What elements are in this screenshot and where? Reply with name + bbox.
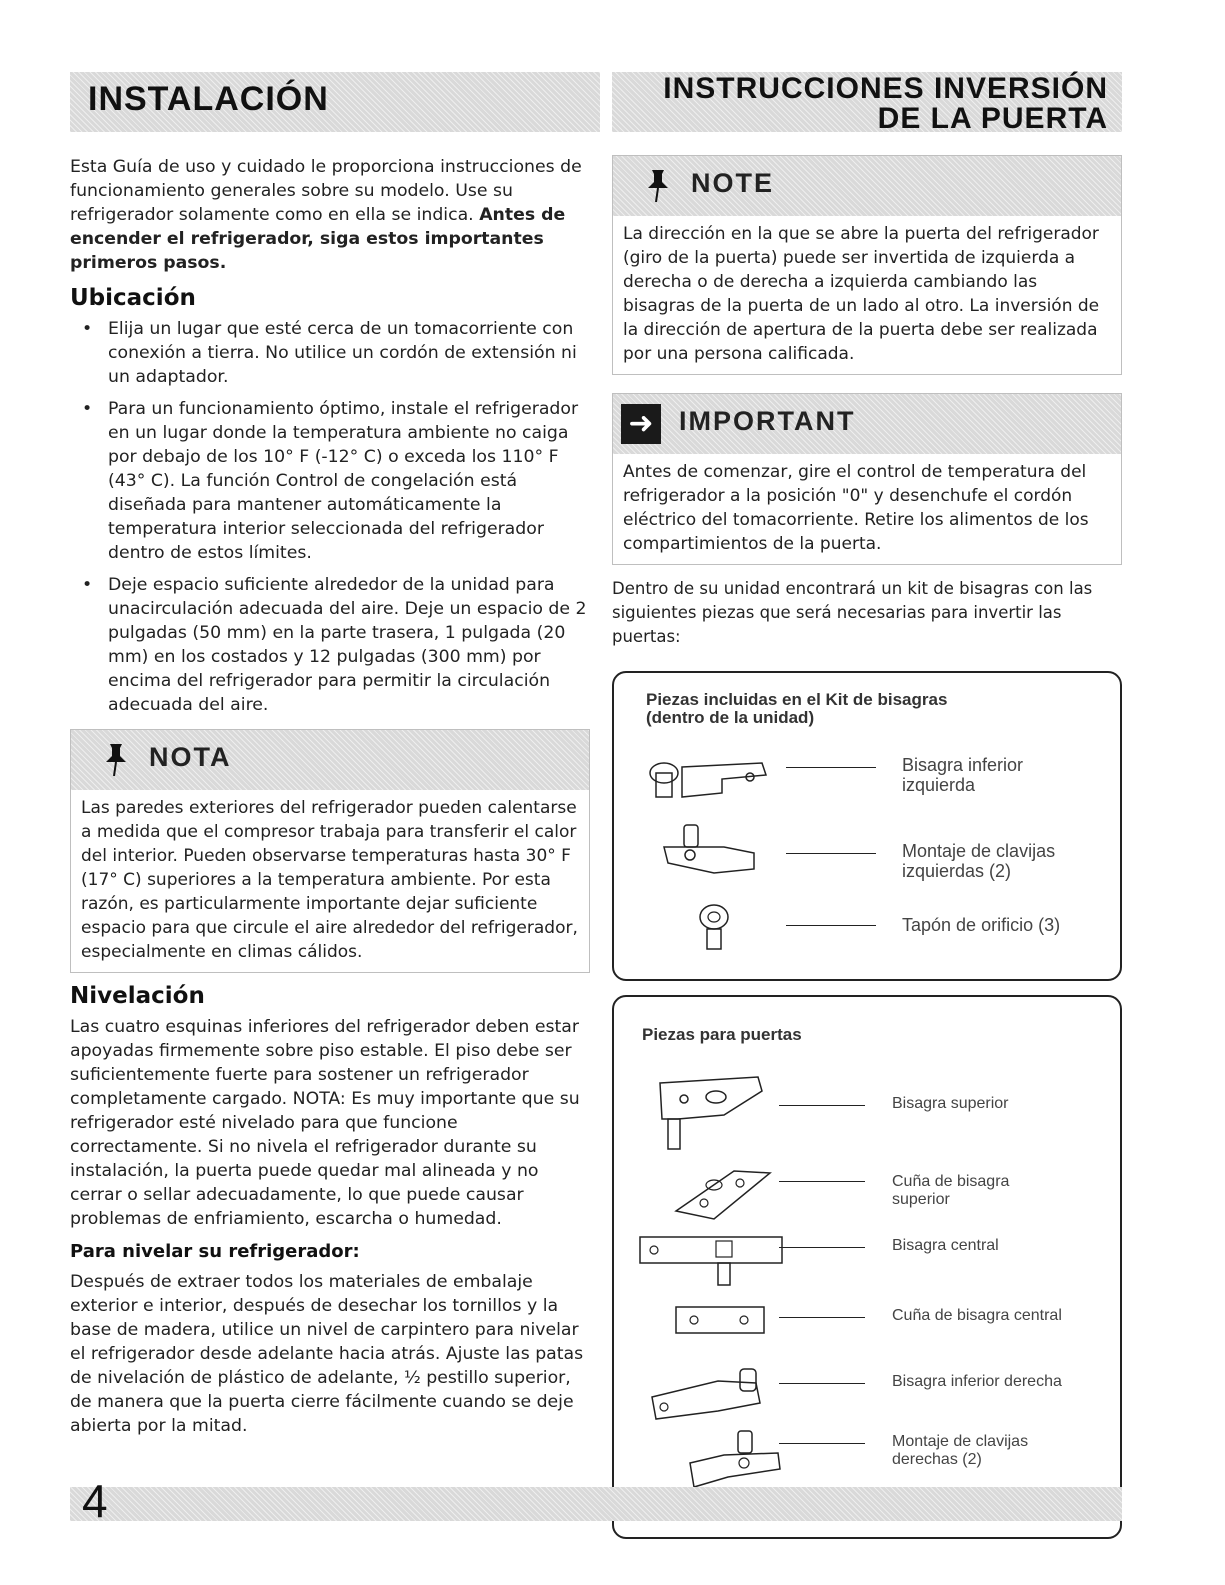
- center-hinge-shim-icon: [674, 1303, 766, 1339]
- list-item: • Para un funcionamiento óptimo, instale el refrigerador en un lugar donde la temperatura ambiente no caiga por debajo de los 10° F (-12° C) o exceda los 110° F (43° C). La función Control de congelación está diseñada para mantener automáticamente la temperatura interior seleccionada del refrigerador dentro de estos límites.: [70, 397, 590, 565]
- pin-mount-left-icon: [654, 823, 774, 883]
- kit-title: [646, 691, 947, 727]
- section-title-instalacion: INSTALACIÓN: [88, 80, 329, 118]
- list-item: [614, 1233, 1120, 1293]
- part-label-line-1: Bisagra central: [892, 1237, 999, 1254]
- part-label-line-1: Montaje de clavijas: [892, 1433, 1029, 1450]
- nivelar-paragraph: Después de extraer todos los materiales de embalaje exterior e interior, después de desechar los tornillos y la base de madera, utilice un nivel de carpintero para nivelar el refrigerador desde adelante hacia atrás. Ajuste las patas de nivelación de plástico de adelante, ½ pestillo superior, de manera que la puerta cierre fácilmente cuando se deje abierta por la mitad.: [70, 1272, 584, 1436]
- hinge-lower-left-icon: [642, 753, 772, 803]
- lower-right-hinge-icon: [648, 1367, 778, 1423]
- list-item: [614, 903, 1120, 963]
- part-label: [892, 1307, 1062, 1325]
- ubicacion-list: [70, 317, 590, 717]
- kit-parts-box: [612, 671, 1122, 981]
- leader-line: [779, 1105, 865, 1106]
- part-label-line-1: Montaje de clavijas: [902, 841, 1056, 861]
- upper-hinge-icon: [654, 1075, 774, 1155]
- part-label-line-2: derechas (2): [892, 1451, 982, 1468]
- note-callout: [612, 155, 1122, 375]
- part-label: [892, 1095, 1009, 1113]
- list-item: • Deje espacio suficiente alrededor de la unidad para unacirculación adecuada del aire. Deje un espacio de 2 pulgadas (50 mm) en la parte trasera, 1 pulgada (20 mm) en los costados y 12 pulgadas (300 mm) por encima del refrigerador para permitir la circulación adecuada del aire.: [70, 573, 590, 717]
- part-label-line-1: Bisagra superior: [892, 1095, 1009, 1112]
- part-label-line-2: izquierda: [902, 775, 976, 795]
- important-callout: [612, 393, 1122, 565]
- pushpin-icon: [643, 168, 673, 204]
- pushpin-icon: [101, 742, 131, 778]
- leader-line: [779, 1247, 865, 1248]
- leader-line: [779, 1317, 865, 1318]
- heading-nivelacion: Nivelación: [70, 983, 205, 1009]
- title-line-1: INSTRUCCIONES INVERSIÓN: [663, 72, 1108, 105]
- part-label-line-1: Cuña de bisagra central: [892, 1307, 1062, 1324]
- door-parts-title: Piezas para puertas: [642, 1025, 802, 1044]
- part-label-line-2: superior: [892, 1191, 950, 1208]
- page-number: 4: [82, 1475, 108, 1527]
- part-label: [892, 1237, 999, 1255]
- part-label-line-1: Cuña de bisagra: [892, 1173, 1010, 1190]
- nota-text: Las paredes exteriores del refrigerador pueden calentarse a medida que el compresor trabaja para transferir el calor del interior. Pueden observarse temperaturas hasta 30° F (17° C) superiores a la temperatura ambiente. Por esta razón, es particularmente importante dejar suficiente espacio para que circule el aire alrededor del refrigerador, especialmente en climas cálidos.: [81, 798, 578, 962]
- nivelacion-paragraph: Las cuatro esquinas inferiores del refrigerador deben estar apoyadas firmemente sobre piso estable. El piso debe ser suficientemente fuerte para sostener un refrigerador completamente cargado. NOTA: Es muy importante que su refrigerador esté nivelado para que funcione correctamente. Si no nivela el refrigerador durante su instalación, la puerta puede quedar mal alineada y no cerrar o sellar adecuadamente, lo que puede causar problemas de enfriamiento, escarcha o humedad.: [70, 1017, 580, 1229]
- intro-bold-text: Antes de encender el refrigerador, siga estos importantes primeros pasos.: [70, 205, 566, 273]
- section-title-inversion-puerta: [663, 74, 1108, 134]
- leader-line: [779, 1181, 865, 1182]
- section-header-inversion-puerta: [612, 72, 1122, 135]
- part-label-line-2: izquierdas (2): [902, 861, 1012, 881]
- note-text: La dirección en la que se abre la puerta del refrigerador (giro de la puerta) puede ser invertida de izquierda a derecha o de derecha a izquierda cambiando las bisagras de la puerta de un lado al otro. La inversión de la dirección de apertura de la puerta debe ser realizada por una persona calificada.: [623, 224, 1100, 364]
- part-label: [902, 841, 1055, 881]
- important-band: [613, 394, 1121, 454]
- kit-title-line-1: Piezas incluidas en el Kit de bisagras: [646, 690, 948, 709]
- list-item: [614, 753, 1120, 813]
- leader-line: [779, 1383, 865, 1384]
- leader-line: [786, 925, 876, 926]
- right-column: [612, 155, 1122, 1539]
- note-band: [613, 156, 1121, 216]
- title-line-2: DE LA PUERTA: [877, 102, 1108, 135]
- nota-band: [71, 730, 589, 790]
- heading-para-nivelar: Para nivelar su refrigerador:: [70, 1241, 360, 1262]
- part-label: [902, 915, 1060, 935]
- part-label: [892, 1433, 1028, 1469]
- center-hinge-icon: [636, 1233, 786, 1289]
- list-item: • Elija un lugar que esté cerca de un tomacorriente con conexión a tierra. No utilice un cordón de extensión ni un adaptador.: [70, 317, 590, 389]
- list-item: [614, 1303, 1120, 1343]
- part-label-line-1: Bisagra inferior: [902, 755, 1024, 775]
- part-label: [892, 1373, 1062, 1391]
- note-label: NOTE: [691, 168, 775, 198]
- heading-ubicacion: Ubicación: [70, 285, 196, 311]
- leader-line: [786, 853, 876, 854]
- list-item: [614, 1075, 1120, 1155]
- list-item: [614, 1167, 1120, 1227]
- part-label-line-1: Tapón de orificio (3): [902, 915, 1061, 935]
- left-column: [70, 155, 590, 1438]
- intro-paragraph: [70, 155, 590, 275]
- important-text: Antes de comenzar, gire el control de temperatura del refrigerador a la posición "0" y desenchufe el cordón eléctrico del tomacorriente. Retire los alimentos de los compartimientos de la puerta.: [623, 462, 1089, 554]
- kit-title-line-2: (dentro de la unidad): [646, 708, 815, 727]
- list-item: [614, 823, 1120, 883]
- part-label: [902, 755, 1023, 795]
- list-item: [614, 1367, 1120, 1427]
- hole-plug-icon: [694, 903, 734, 953]
- door-parts-box: [612, 995, 1122, 1539]
- pin-mount-right-icon: [684, 1429, 794, 1493]
- part-label-line-1: Bisagra inferior derecha: [892, 1373, 1062, 1390]
- important-label: IMPORTANT: [679, 406, 856, 436]
- part-label: [892, 1173, 1009, 1209]
- upper-hinge-shim-icon: [674, 1167, 774, 1227]
- intro-text: Esta Guía de uso y cuidado le proporciona instrucciones de funcionamiento generales sobre su modelo. Use su refrigerador solamente como en ella se indica.: [70, 157, 582, 225]
- leader-line: [786, 767, 876, 768]
- kit-intro-text: Dentro de su unidad encontrará un kit de bisagras con las siguientes piezas que será necesarias para invertir las puertas:: [612, 579, 1093, 646]
- section-header-instalacion: [70, 72, 600, 132]
- nota-callout: [70, 729, 590, 973]
- arrow-right-icon: ➜: [621, 404, 661, 444]
- nota-label: NOTA: [149, 742, 232, 772]
- leader-line: [779, 1443, 865, 1444]
- footer-band: [70, 1487, 1122, 1521]
